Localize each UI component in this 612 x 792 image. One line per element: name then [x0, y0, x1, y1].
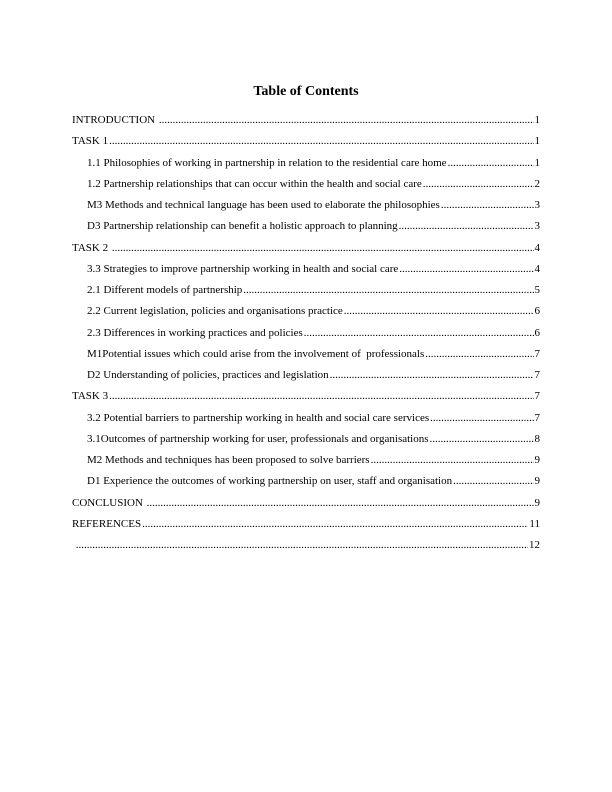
toc-entry-label: 3.1Outcomes of partnership working for user, professionals and organisations — [87, 432, 429, 445]
toc-entry-label: D2 Understanding of policies, practices and legislation — [87, 369, 329, 381]
toc-entry-label: TASK 3 — [72, 390, 109, 403]
toc-dot-leader — [109, 134, 533, 148]
toc-entry[interactable] — [72, 134, 540, 155]
toc-dot-leader — [430, 432, 534, 446]
toc-entry-label: 1.1 Philosophies of working in partnership in relation to the residential care home — [87, 156, 447, 169]
toc-entry[interactable] — [72, 326, 540, 347]
toc-dot-leader — [76, 538, 528, 552]
toc-dot-leader — [371, 453, 534, 467]
toc-dot-leader — [399, 262, 533, 276]
toc-dot-leader — [423, 177, 534, 191]
toc-dot-leader — [330, 368, 534, 382]
toc-dot-leader — [448, 156, 534, 170]
toc-entry[interactable] — [72, 283, 540, 304]
toc-entry-page-number: 9 — [534, 475, 540, 488]
toc-entry-label: TASK 2 — [72, 241, 111, 254]
toc-entry-label: M2 Methods and techniques has been proposed to solve barriers — [87, 454, 370, 466]
toc-entry-label: 3.3 Strategies to improve partnership working in health and social care — [87, 262, 399, 275]
toc-entry[interactable] — [72, 453, 540, 474]
toc-dot-leader — [243, 283, 533, 297]
toc-entry-label: 3.2 Potential barriers to partnership working in health and social care services — [87, 411, 430, 424]
toc-entry-label: 1.2 Partnership relationships that can occur within the health and social care — [87, 177, 422, 190]
toc-entry-label: M1Potential issues which could arise from the involvement of professionals — [87, 347, 425, 360]
toc-entry-label: 2.1 Different models of partnership — [87, 284, 243, 296]
toc-entry-page-number: 4 — [534, 262, 540, 275]
toc-entry-label: INTRODUCTION — [72, 114, 158, 126]
toc-entry-page-number: 7 — [534, 411, 540, 424]
toc-entry-label: M3 Methods and technical language has been used to elaborate the philosophies — [87, 199, 440, 211]
toc-dot-leader — [399, 219, 534, 233]
toc-entry[interactable] — [72, 517, 540, 538]
toc-entry[interactable] — [72, 262, 540, 283]
toc-entry-label: D3 Partnership relationship can benefit a holistic approach to planning — [87, 220, 398, 233]
toc-entry-page-number: 3 — [534, 220, 540, 233]
toc-entry[interactable] — [72, 113, 540, 134]
toc-dot-leader — [453, 474, 533, 488]
toc-entry[interactable] — [72, 156, 540, 177]
toc-entry-page-number: 7 — [534, 369, 540, 381]
toc-entry-label: TASK 1 — [72, 135, 109, 148]
toc-dot-leader — [112, 241, 534, 255]
toc-dot-leader — [109, 389, 533, 403]
toc-dot-leader — [344, 304, 534, 318]
toc-entry-label: D1 Experience the outcomes of working partnership on user, staff and organisation — [87, 475, 453, 488]
toc-entry[interactable] — [72, 496, 540, 517]
toc-title: Table of Contents — [253, 84, 359, 99]
toc-entry-page-number: 9 — [534, 454, 540, 466]
toc-entry-page-number: 7 — [534, 390, 540, 403]
toc-entry[interactable] — [72, 177, 540, 198]
toc-entry[interactable] — [72, 389, 540, 410]
toc-entry[interactable] — [72, 304, 540, 325]
toc-dot-leader — [425, 347, 533, 361]
toc-entry-label: REFERENCES — [72, 517, 142, 530]
toc-entry-page-number: 1 — [534, 135, 540, 148]
toc-entry-page-number: 1 — [534, 156, 540, 169]
toc-entry[interactable] — [72, 219, 540, 240]
toc-dot-leader — [430, 411, 533, 425]
toc-entry-page-number: 12 — [529, 539, 540, 551]
toc-dot-leader — [142, 517, 528, 531]
toc-list — [72, 113, 540, 559]
toc-entry[interactable] — [72, 347, 540, 368]
toc-entry-page-number: 11 — [529, 517, 540, 530]
toc-entry-label: 2.2 Current legislation, policies and organisations practice — [87, 305, 343, 318]
toc-entry-page-number: 5 — [534, 284, 540, 296]
toc-entry-page-number: 1 — [534, 114, 540, 126]
toc-entry-label: 2.3 Differences in working practices and policies — [87, 326, 303, 339]
toc-entry-page-number: 7 — [534, 347, 540, 360]
toc-entry[interactable] — [72, 474, 540, 495]
toc-entry-page-number: 8 — [534, 432, 540, 445]
toc-entry-page-number: 4 — [534, 241, 540, 254]
toc-entry-page-number: 9 — [534, 496, 540, 509]
toc-entry[interactable] — [72, 432, 540, 453]
toc-entry-label: CONCLUSION — [72, 496, 146, 509]
toc-entry[interactable] — [72, 241, 540, 262]
toc-dot-leader — [147, 496, 534, 510]
toc-entry-page-number: 6 — [534, 305, 540, 318]
toc-entry-label — [72, 538, 75, 552]
toc-entry[interactable] — [72, 538, 540, 559]
toc-entry-page-number: 3 — [534, 199, 540, 211]
toc-entry[interactable] — [72, 198, 540, 219]
toc-entry[interactable] — [72, 368, 540, 389]
toc-entry-page-number: 6 — [534, 326, 540, 339]
toc-dot-leader — [304, 326, 534, 340]
toc-entry[interactable] — [72, 411, 540, 432]
toc-dot-leader — [441, 198, 534, 212]
toc-entry-page-number: 2 — [534, 177, 540, 190]
toc-dot-leader — [159, 113, 534, 127]
